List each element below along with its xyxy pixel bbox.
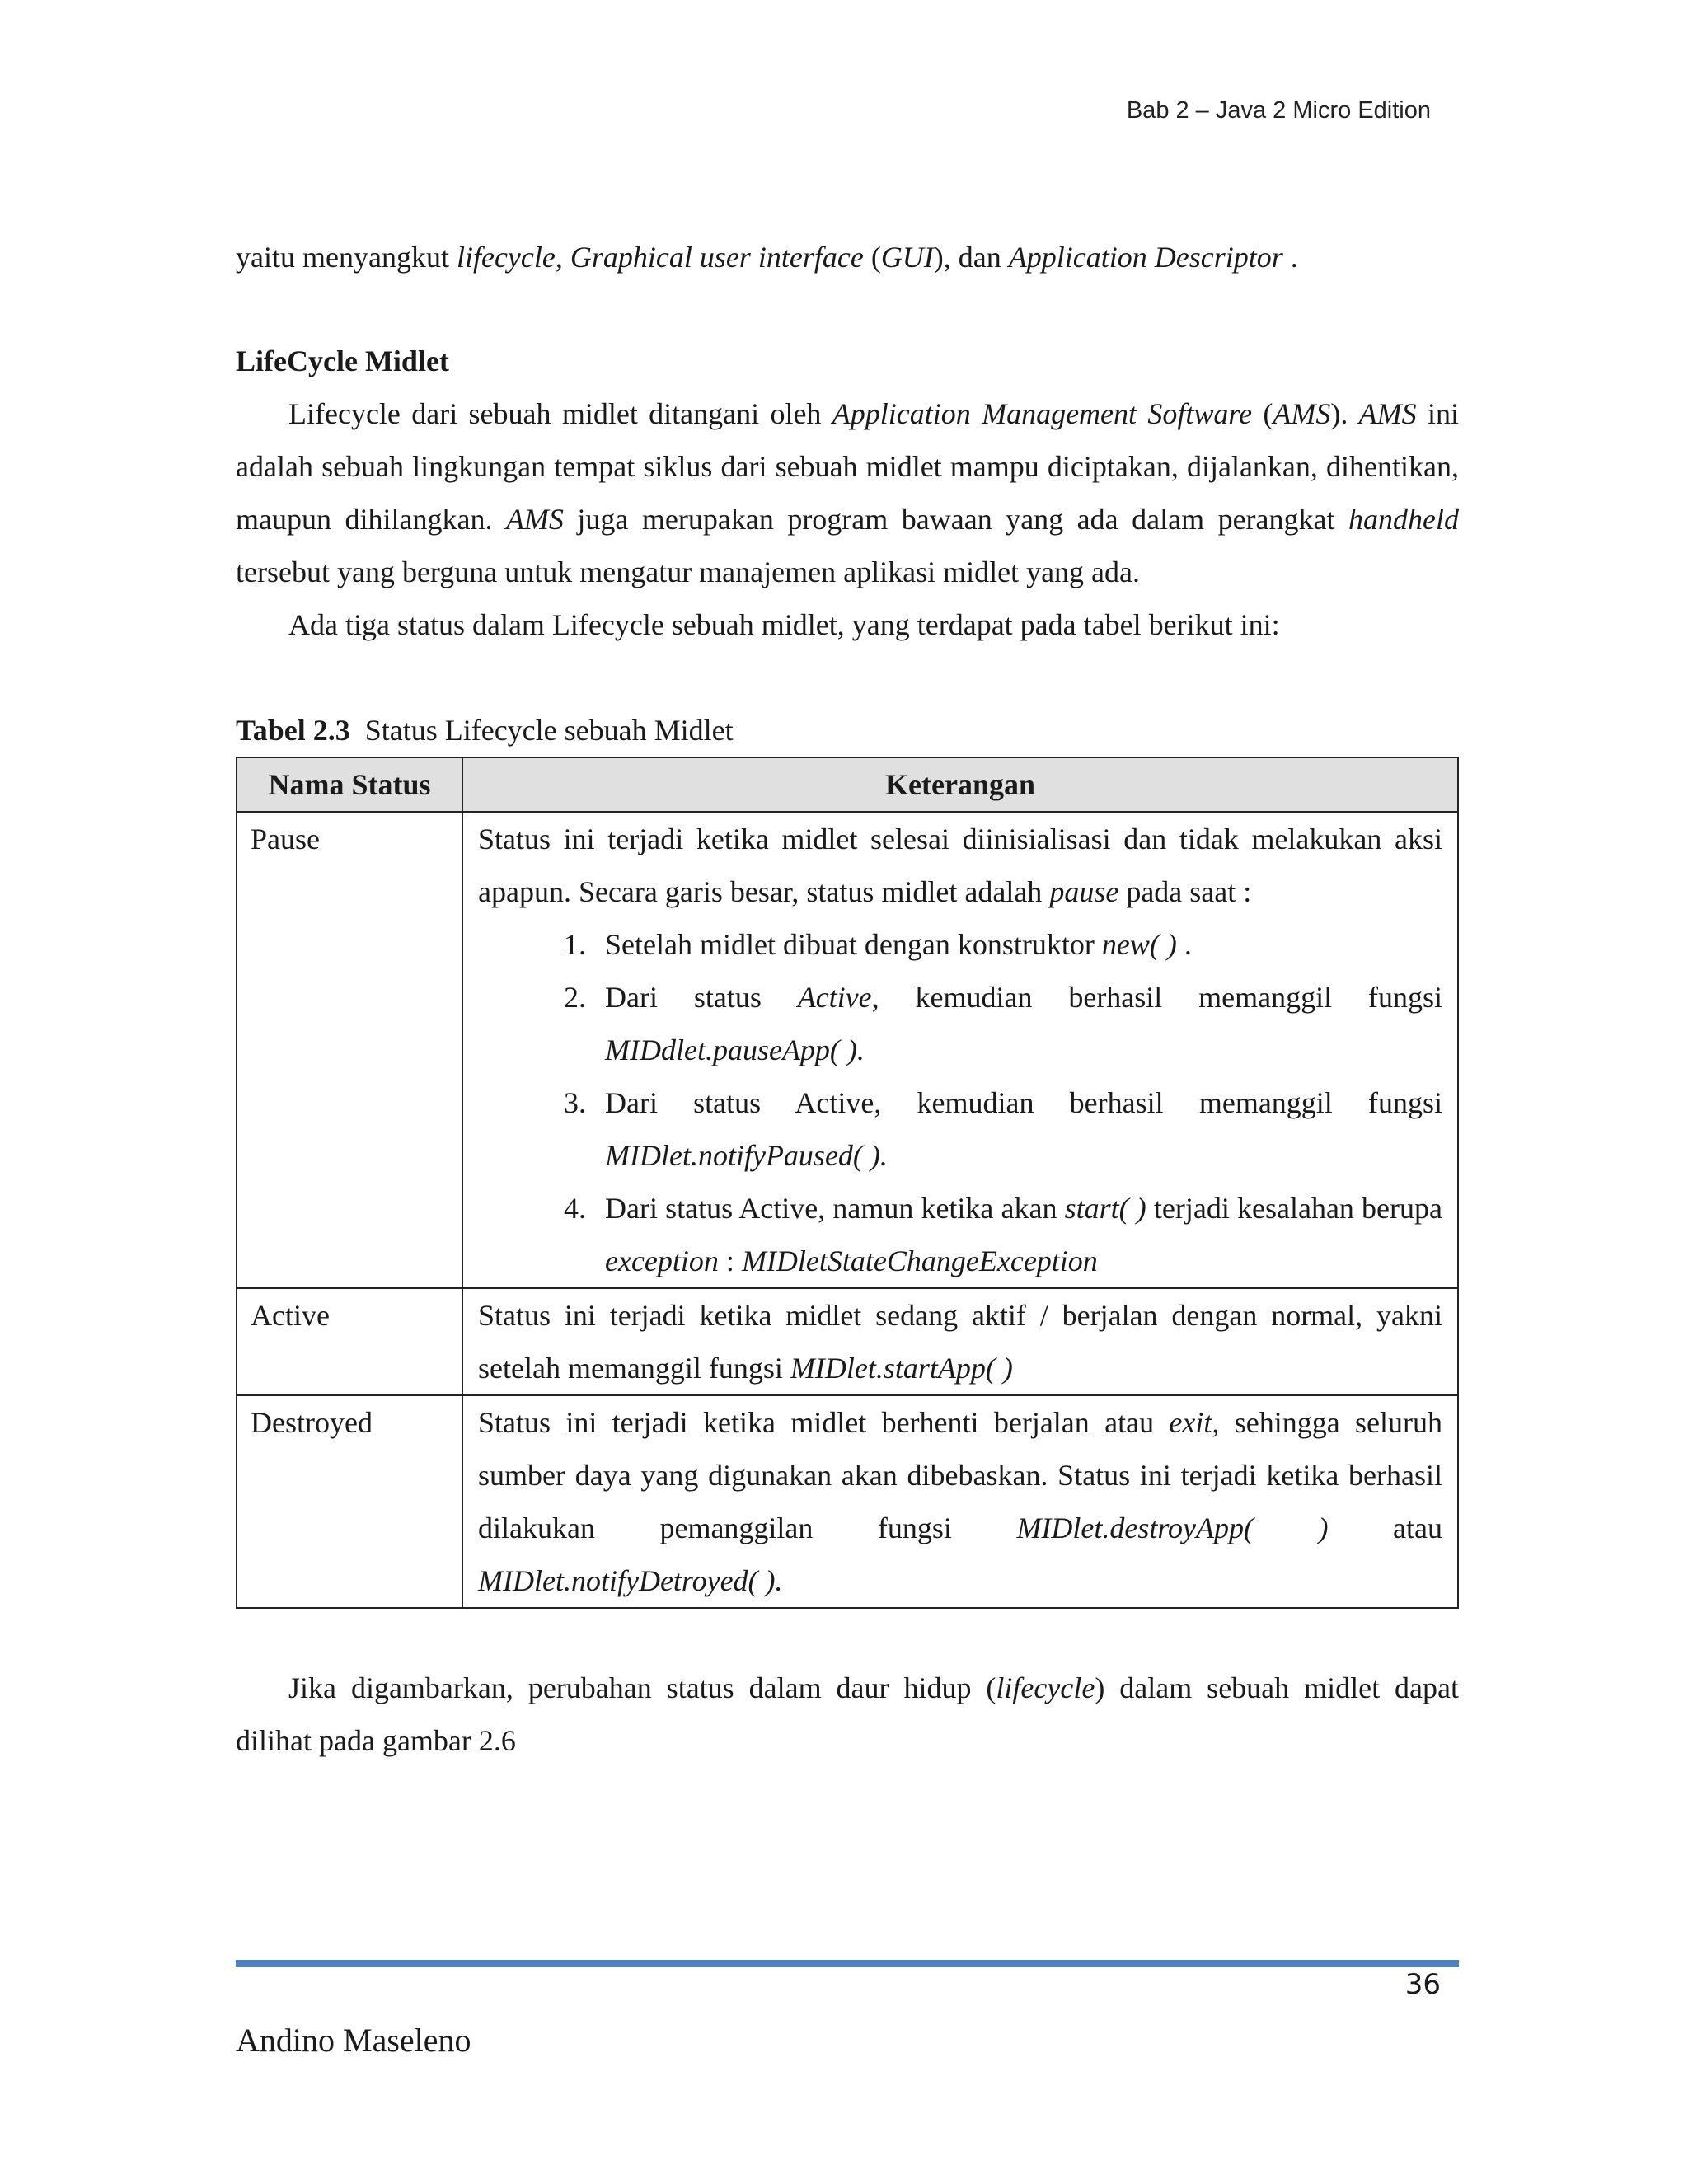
- list-item: 2. Dari status Active, kemudian berhasil memanggil fungsi MIDdlet.pauseApp( ).: [593, 971, 1442, 1076]
- footer-divider: [236, 1960, 1459, 1967]
- running-header: Bab 2 – Java 2 Micro Edition: [1126, 97, 1431, 124]
- page-number: 36: [1404, 1968, 1441, 2001]
- status-cell: Active: [237, 1288, 462, 1395]
- list-item: 1. Setelah midlet dibuat dengan konstruktor new( ) .: [593, 918, 1442, 971]
- closing-paragraph: Jika digambarkan, perubahan status dalam daur hidup (lifecycle) dalam sebuah midlet dapat dilihat pada gambar 2.6: [236, 1671, 1459, 1757]
- page-content: [236, 231, 1459, 1767]
- section-heading: LifeCycle Midlet: [236, 344, 449, 377]
- status-cell: Destroyed: [237, 1395, 462, 1608]
- column-header-description: Keterangan: [462, 757, 1458, 812]
- list-item: 3. Dari status Active, kemudian berhasil memanggil fungsi MIDlet.notifyPaused( ).: [593, 1076, 1442, 1182]
- status-cell: Pause: [237, 812, 462, 1288]
- table-row: [237, 1395, 1458, 1608]
- table-header-row: [237, 757, 1458, 812]
- description-cell: Status ini terjadi ketika midlet sedang aktif / berjalan dengan normal, yakni setelah memanggil fungsi MIDlet.startApp( ): [462, 1288, 1458, 1395]
- section-paragraph-intro-table: Ada tiga status dalam Lifecycle sebuah midlet, yang terdapat pada tabel berikut ini:: [288, 608, 1280, 641]
- table-row: [237, 1288, 1458, 1395]
- description-cell: Status ini terjadi ketika midlet berhenti berjalan atau exit, sehingga seluruh sumber daya yang digunakan akan dibebaskan. Status ini terjadi ketika berhasil dilakukan pemanggilan fungsi MIDlet.destroyApp( ) atau MIDlet.notifyDetroyed( ).: [462, 1395, 1458, 1608]
- description-cell: [462, 812, 1458, 1288]
- section-paragraph-ams: Lifecycle dari sebuah midlet ditangani oleh Application Management Software (AMS). AMS ini adalah sebuah lingkungan tempat siklus dari sebuah midlet mampu diciptakan, dijalankan, dihentikan, maupun dihilangkan. AMS juga merupakan program bawaan yang ada dalam perangkat handheld tersebut yang berguna untuk mengatur manajemen aplikasi midlet yang ada.: [236, 397, 1459, 588]
- column-header-status: Nama Status: [237, 757, 462, 812]
- status-table: [236, 757, 1459, 1609]
- intro-paragraph: yaitu menyangkut lifecycle, Graphical user interface (GUI), dan Application Descriptor .: [236, 241, 1298, 274]
- table-caption: Tabel 2.3 Status Lifecycle sebuah Midlet: [236, 714, 734, 747]
- pause-conditions-list: [478, 918, 1442, 1287]
- table-row: [237, 812, 1458, 1288]
- list-item: 4. Dari status Active, namun ketika akan start( ) terjadi kesalahan berupa exception : MIDletStateChangeException: [593, 1182, 1442, 1287]
- footer-author: Andino Maseleno: [236, 2022, 471, 2059]
- description-text: Status ini terjadi ketika midlet selesai diinisialisasi dan tidak melakukan aksi apapun. Secara garis besar, status midlet adalah pause pada saat :: [478, 823, 1442, 908]
